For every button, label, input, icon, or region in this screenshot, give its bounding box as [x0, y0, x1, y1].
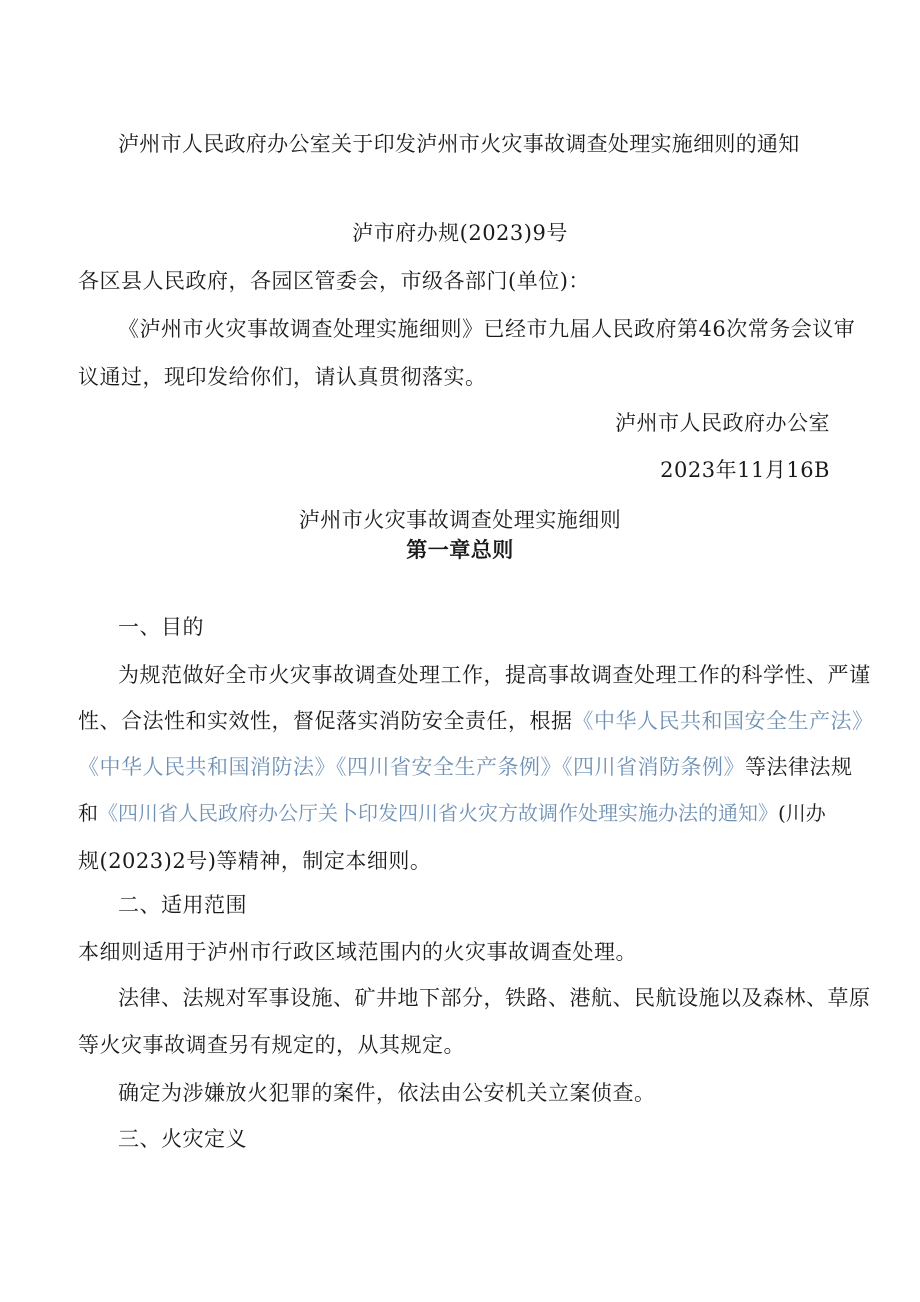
issuer: 泸州市人民政府办公室	[615, 411, 830, 435]
chapter-title: 第一章总则	[406, 537, 514, 562]
section-1-line-5: 规(2023)2号)等精神，制定本细则。	[78, 849, 432, 873]
section-2-paragraph-2-line-1: 法律、法规对军事设施、矿井地下部分，铁路、港航、民航设施以及森林、草原	[118, 986, 871, 1010]
rules-title: 泸州市火灾事故调查处理实施细则	[298, 508, 622, 532]
paragraph-1-line-1: 《泸州市火灾事故调查处理实施细则》已经市九届人民政府第46次常务会议审	[118, 317, 856, 341]
link-sichuan-work-safety-regulation[interactable]: 《四川省安全生产条例》	[336, 755, 562, 779]
section-2-heading: 二、适用范围	[118, 893, 247, 917]
section-2-paragraph-3: 确定为涉嫌放火犯罪的案件，依法由公安机关立案侦查。	[118, 1081, 656, 1105]
paragraph-1-line-2: 议通过，现印发给你们，请认真贯彻落实。	[78, 365, 487, 389]
link-sichuan-fire-investigation-notice[interactable]: 《四川省人民政府办公厅关卜印发四川省火灾方故调作处理实施办法的通知》	[98, 801, 778, 825]
notice-title: 泸州市人民政府办公室关于印发泸州市火灾事故调查处理实施细则的通知	[118, 132, 800, 156]
document-number: 泸市府办规(2023)9号	[352, 221, 568, 245]
section-2-paragraph-2-line-2: 等火灾事故调查另有规定的，从其规定。	[78, 1033, 465, 1057]
section-1-line-2	[78, 706, 874, 736]
link-work-safety-law[interactable]: 《中华人民共和国安全生产法》	[572, 709, 874, 733]
section-1-line-3	[78, 752, 853, 782]
section-1-line-3-text: 等法律法规	[745, 755, 853, 779]
section-2-paragraph-1: 本细则适用于泸州市行政区域范围内的火灾事故调查处理。	[78, 940, 637, 964]
section-1-line-4	[78, 798, 826, 828]
issue-date: 2023年11月16B	[660, 458, 830, 482]
section-1-line-4-text-b: (川办	[778, 801, 826, 825]
recipients: 各区县人民政府，各园区管委会，市级各部门(单位)：	[78, 269, 590, 293]
link-fire-protection-law[interactable]: 《中华人民共和国消防法》	[78, 755, 336, 779]
section-1-line-1: 为规范做好全市火灾事故调查处理工作，提高事故调查处理工作的科学性、严谨	[118, 663, 871, 687]
section-3-heading: 三、火灾定义	[118, 1127, 247, 1151]
link-sichuan-fire-regulation[interactable]: 《四川省消防条例》	[562, 755, 745, 779]
section-1-line-2-text: 性、合法性和实效性，督促落实消防安全责任，根据	[78, 709, 573, 733]
section-1-heading: 一、目的	[118, 615, 204, 639]
section-1-line-4-text-a: 和	[78, 801, 98, 825]
